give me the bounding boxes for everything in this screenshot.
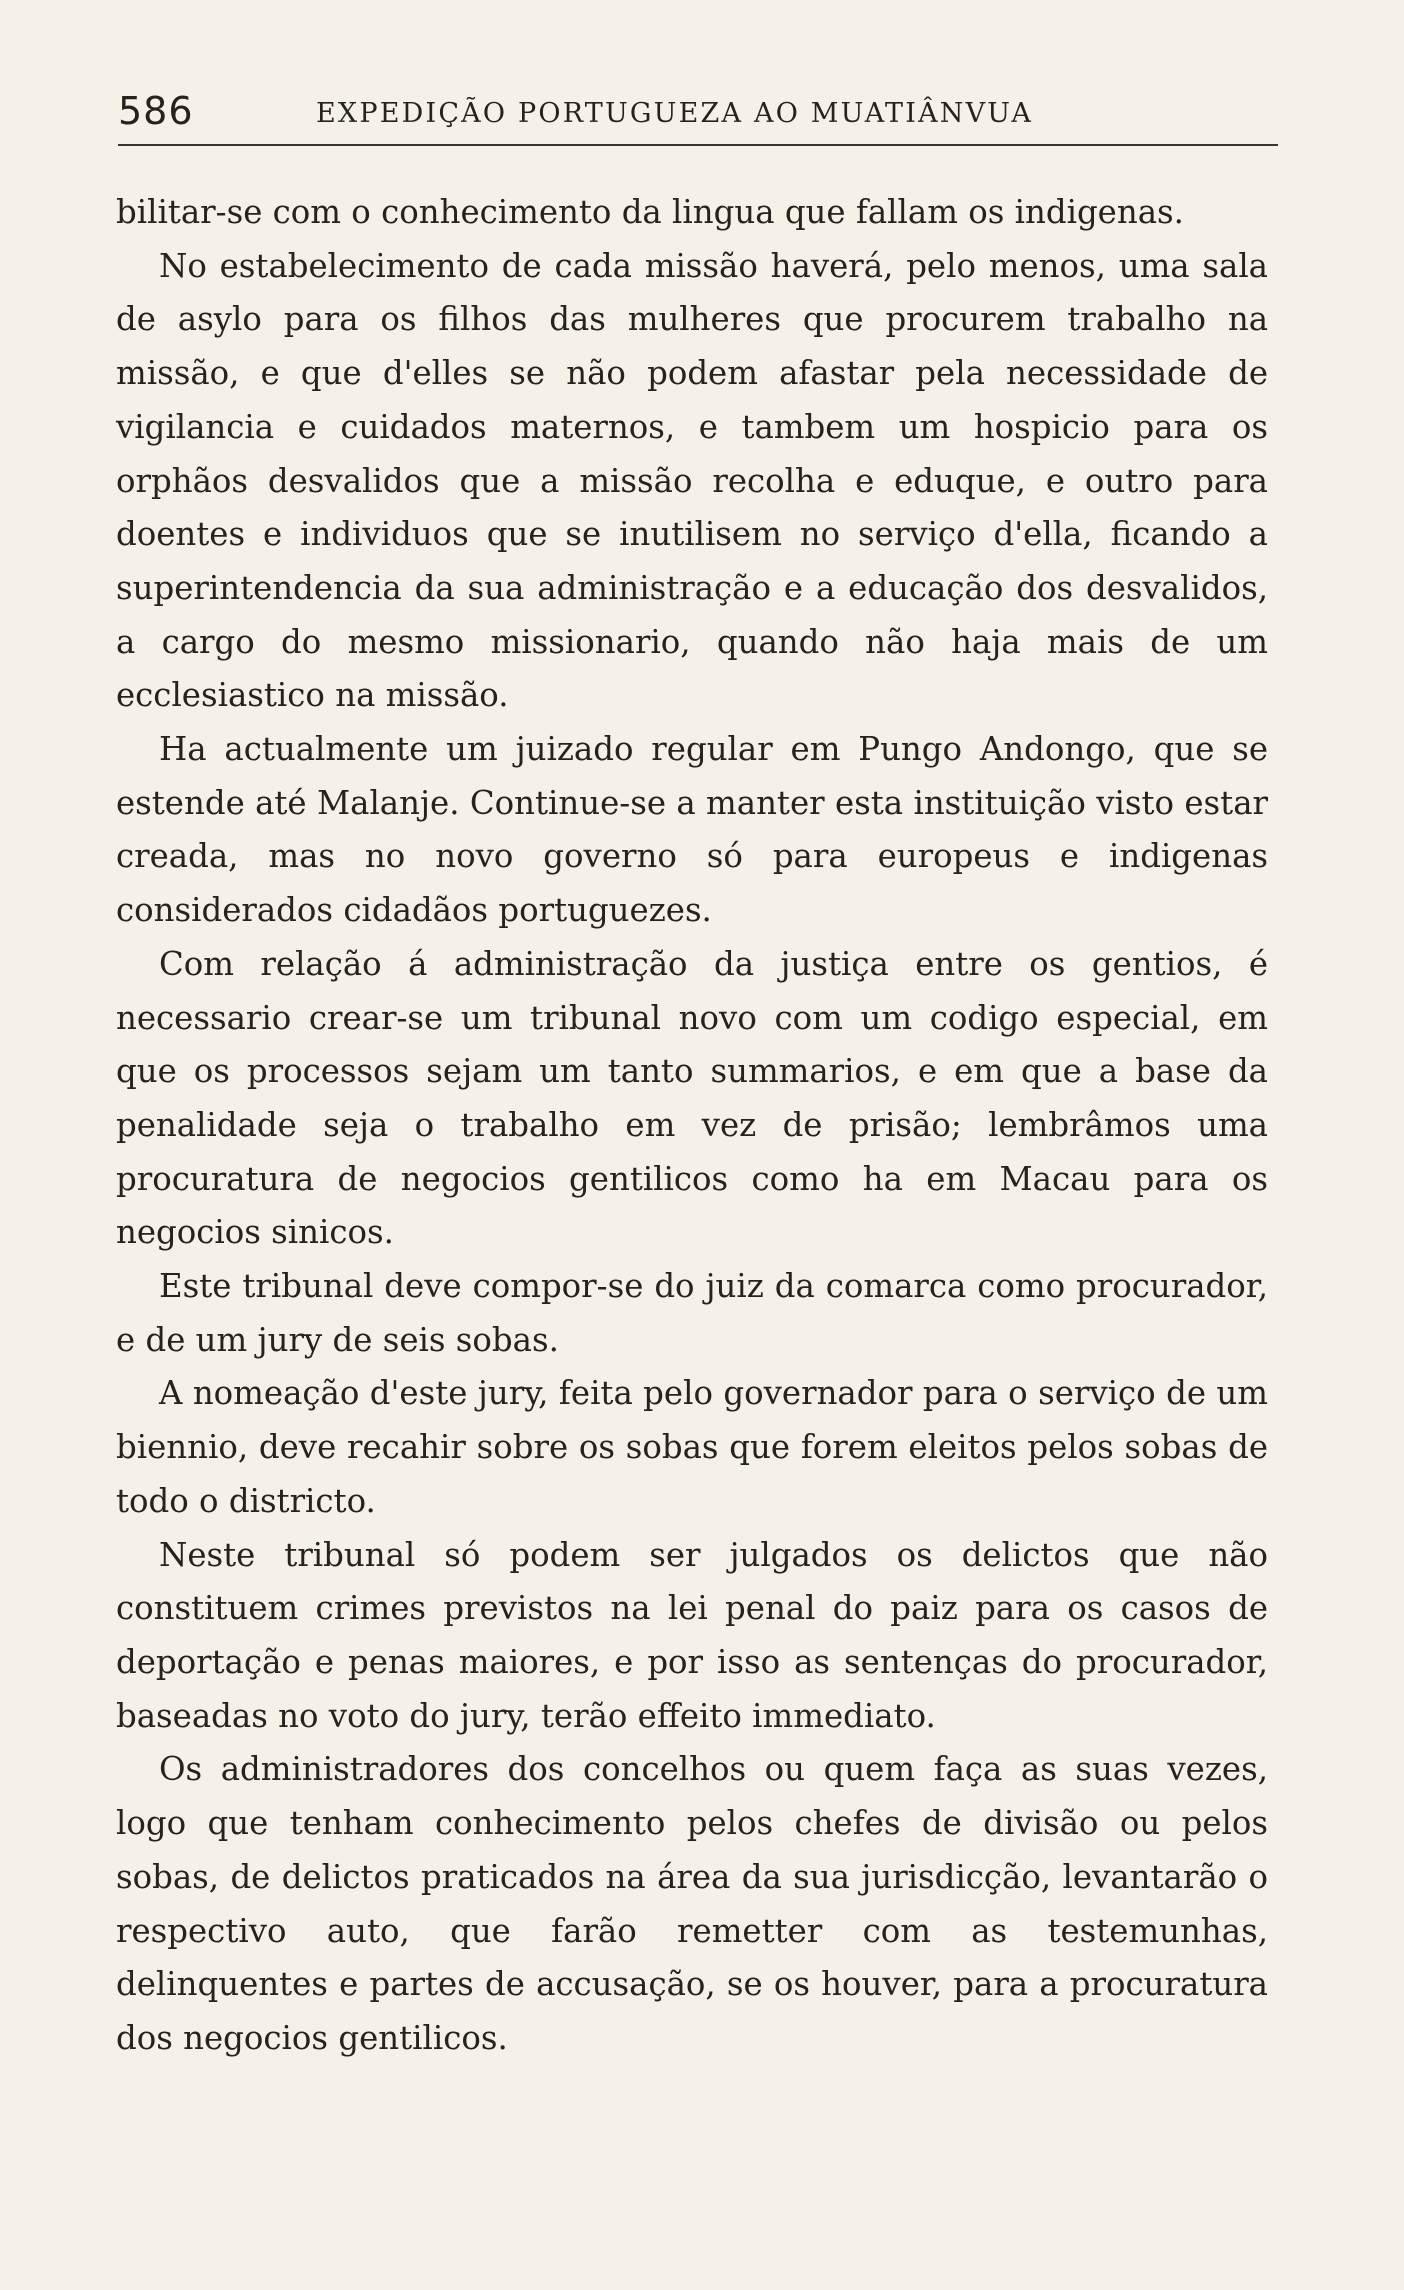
paragraph-jury-nomination: A nomeação d'este jury, feita pelo governador para o serviço de um biennio, deve recahir sobre os sobas que forem eleitos pelos sobas de todo o districto. — [116, 1374, 1268, 1520]
body-text — [116, 186, 1268, 2066]
paragraph-juizado: Ha actualmente um juizado regular em Pungo Andongo, que se estende até Malanje. Continue-se a manter esta instituição visto estar creada, mas no novo governo só para europeus e indigenas considerados cidadãos portuguezes. — [116, 730, 1268, 930]
paragraph-administrators: Os administradores dos concelhos ou quem faça as suas vezes, logo que tenham conhecimento pelos chefes de divisão ou pelos sobas, de delictos praticados na área da sua jurisdicção, levantarão o respectivo auto, que farão remetter com as testemunhas, delinquentes e partes de accusação, se os houver, para a procuratura dos negocios gentilicos. — [116, 1750, 1268, 2057]
header-rule — [118, 144, 1278, 146]
page-number: 586 — [118, 89, 194, 133]
paragraph-tribunal-jurisdiction: Neste tribunal só podem ser julgados os delictos que não constituem crimes previstos na lei penal do paiz para os casos de deportação e penas maiores, e por isso as sentenças do procurador, baseadas no voto do jury, terão effeito immediato. — [116, 1535, 1268, 1735]
paragraph-continuation: bilitar-se com o conhecimento da lingua que fallam os indigenas. — [116, 193, 1184, 231]
page-header — [118, 86, 1278, 136]
running-title: EXPEDIÇÃO PORTUGUEZA AO MUATIÂNVUA — [316, 98, 1034, 129]
paragraph-mission-asylum: No estabelecimento de cada missão haverá, pelo menos, uma sala de asylo para os filhos das mulheres que procurem trabalho na missão, e que d'elles se não podem afastar pela necessidade de vigilancia e cuidados maternos, e tambem um hospicio para os orphãos desvalidos que a missão recolha e eduque, e outro para doentes e individuos que se inutilisem no serviço d'ella, ficando a superintendencia da sua administração e a educação dos desvalidos, a cargo do mesmo missionario, quando não haja mais de um ecclesiastico na missão. — [116, 246, 1268, 715]
paragraph-justice-administration: Com relação á administração da justiça entre os gentios, é necessario crear-se um tribunal novo com um codigo especial, em que os processos sejam um tanto summarios, e em que a base da penalidade seja o trabalho em vez de prisão; lembrâmos uma procuratura de negocios gentilicos como ha em Macau para os negocios sinicos. — [116, 944, 1268, 1252]
paragraph-tribunal-composition: Este tribunal deve compor-se do juiz da comarca como procurador, e de um jury de seis sobas. — [116, 1267, 1268, 1359]
